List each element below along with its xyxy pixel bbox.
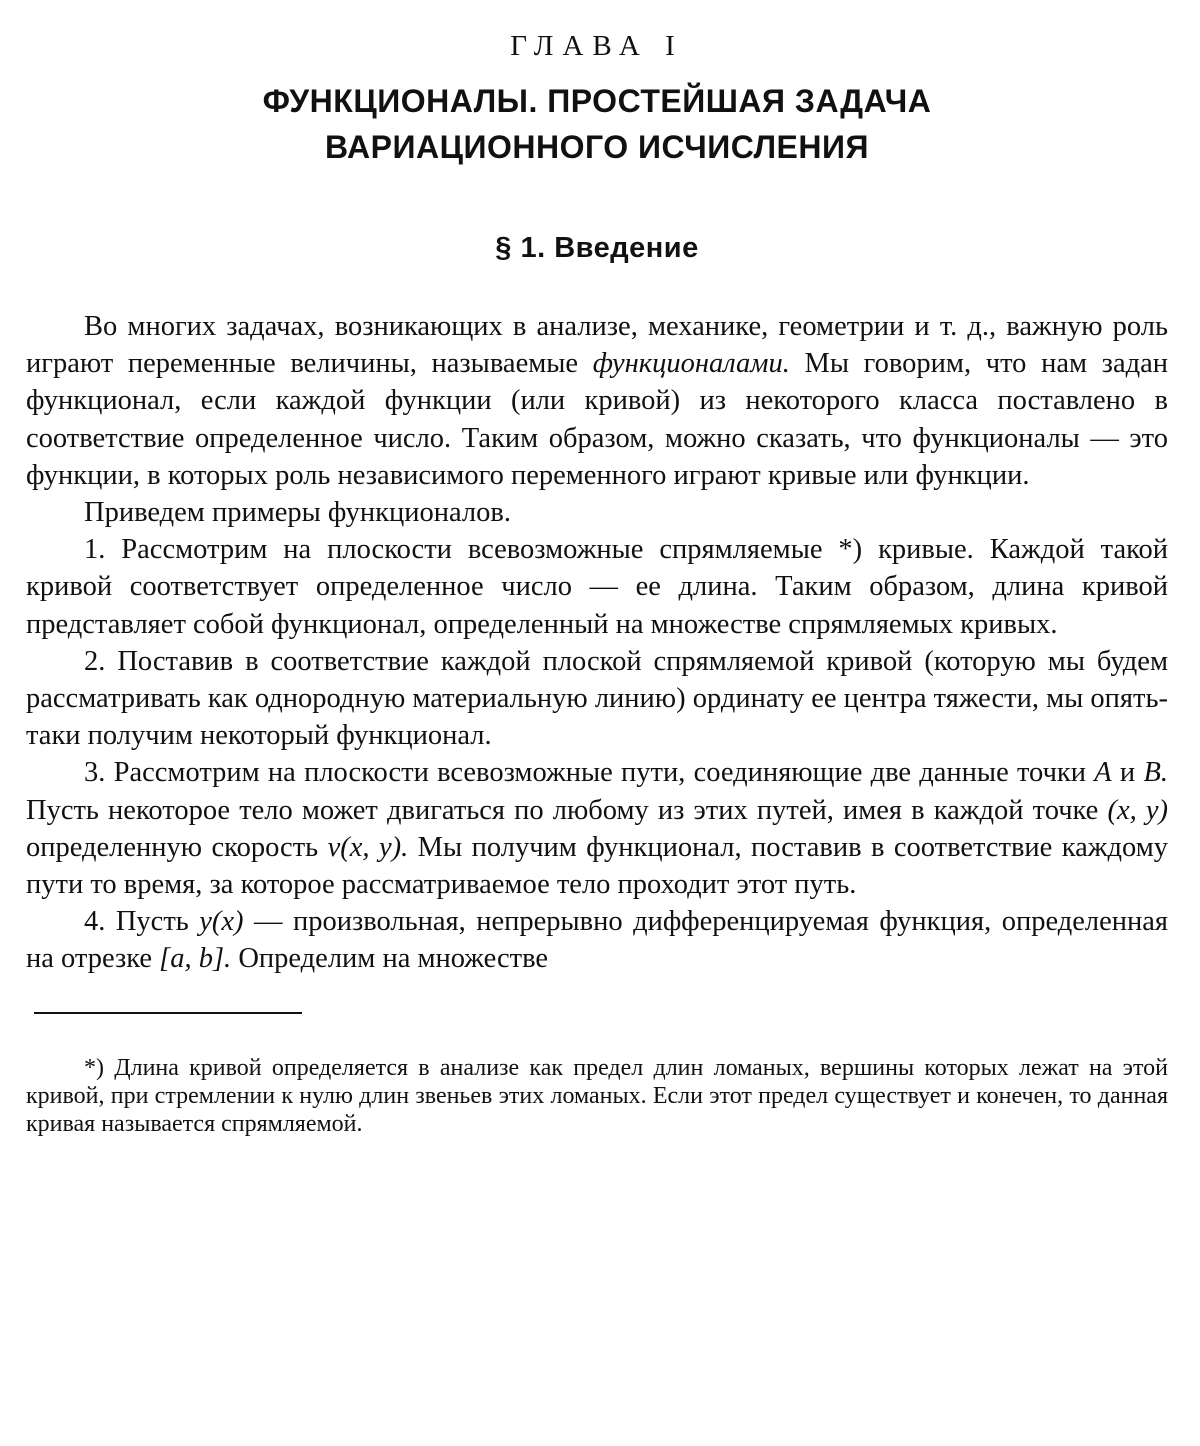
book-page [26, 18, 1168, 1138]
body-text [26, 308, 1168, 978]
paragraph-example-1: 1. Рассмотрим на плоскости всевозможные спрямляемые *) кривые. Каждой такой кривой соответствует определенное число — ее длина. Таким образом, длина кривой представляет собой функционал, определенный на множестве спрямляемых кривых. [26, 534, 1168, 640]
interval-ab: [a, b]. [159, 943, 232, 975]
point-xy: (x, y) [1107, 794, 1169, 826]
paragraph-examples-lead: Приведем примеры функционалов. [84, 497, 511, 529]
example-4-text-c: Определим на множестве [231, 943, 549, 975]
example-4-text-b: — произвольная, непрерывно дифференцируемая функция, определенная на отрезке [26, 906, 1169, 975]
example-4-text-a: 4. Пусть [84, 906, 200, 938]
function-yx: y(x) [199, 906, 244, 938]
section-title: § 1. Введение [495, 232, 699, 264]
example-3-text-a: 3. Рассмотрим на плоскости всевозможные пути, соединяющие две данные точки [84, 757, 1095, 789]
paragraph-example-4 [26, 903, 1168, 977]
point-b: B. [1143, 757, 1168, 789]
paragraph-intro-text-b: Мы говорим, что нам задан функционал, если каждой функции (или кривой) из некоторого класса поставлено в соответствие определенное число. Таким образом, можно сказать, что функционалы — это функции, в которых роль независимого переменного играют кривые или функции. [26, 348, 1168, 491]
velocity-function: v(x, y). [327, 831, 409, 863]
term-functionals: функционалами. [592, 348, 790, 380]
footnote-text: *) Длина кривой определяется в анализе как предел длин ломаных, вершины которых лежат на этой кривой, при стремлении к нулю длин звеньев этих ломаных. Если этот предел существует и конечен, то данная кривая называется спрямляемой. [26, 1054, 1168, 1137]
example-3-text-c: Пусть некоторое тело может двигаться по любому из этих путей, имея в каждой точке [26, 794, 1108, 826]
point-a: A [1094, 757, 1112, 789]
example-3-text-b: и [1111, 757, 1144, 789]
paragraph-intro [26, 308, 1168, 494]
example-3-text-e: Мы получим функционал, поставив в соответствие каждому пути то время, за которое рассматриваемое тело проходит этот путь. [26, 831, 1168, 901]
footnote [26, 1054, 1168, 1138]
chapter-title-line-1: ФУНКЦИОНАЛЫ. ПРОСТЕЙШАЯ ЗАДАЧА [262, 83, 932, 119]
chapter-title-line-2: ВАРИАЦИОННОГО ИСЧИСЛЕНИЯ [325, 129, 869, 165]
chapter-title [26, 78, 1168, 170]
paragraph-example-2: 2. Поставив в соответствие каждой плоской спрямляемой кривой (которую мы будем рассматривать как однородную материальную линию) ординату ее центра тяжести, мы опять-таки получим некоторый функционал. [26, 645, 1168, 752]
example-3-text-d: определенную скорость [26, 831, 328, 863]
footnote-separator [34, 1012, 302, 1014]
chapter-label: ГЛАВА I [510, 30, 684, 62]
paragraph-example-3 [26, 754, 1168, 903]
paragraph-intro-text-a: Во многих задачах, возникающих в анализе, механике, геометрии и т. д., важную роль играют переменные величины, называемые [26, 311, 1168, 380]
